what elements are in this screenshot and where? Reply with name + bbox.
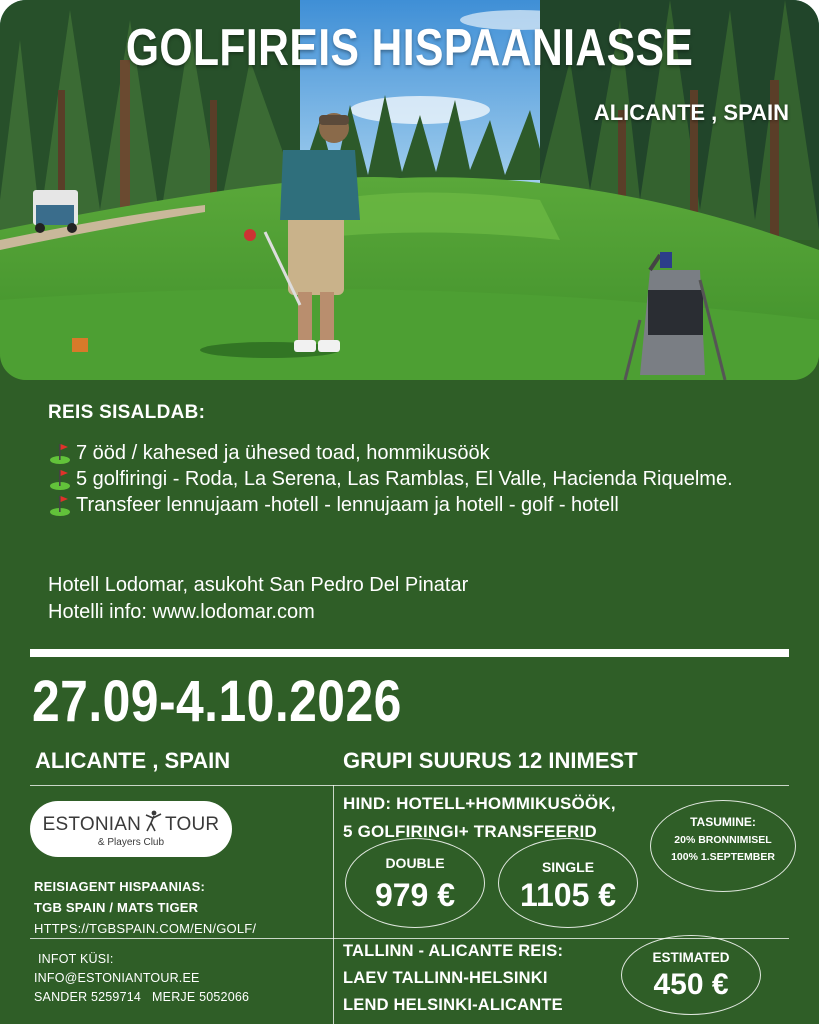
contact-email-link[interactable]: INFO@ESTONIANTOUR.EE <box>34 971 200 985</box>
golf-flag-icon <box>48 493 72 517</box>
agent-label: REISIAGENT HISPAANIAS: <box>34 879 206 894</box>
list-item <box>48 466 788 492</box>
agent-block <box>34 876 256 939</box>
logo-name-right: TOUR <box>165 814 220 835</box>
payment-badge <box>650 800 796 892</box>
single-price-badge <box>498 838 638 928</box>
double-label: DOUBLE <box>385 855 445 871</box>
payment-line1: 20% BRONNIMISEL <box>674 834 772 846</box>
travel-line2: LEND HELSINKI-ALICANTE <box>343 996 563 1014</box>
single-label: SINGLE <box>541 859 595 875</box>
contact-label: INFOT KÜSI: <box>38 952 114 966</box>
travel-heading: TALLINN - ALICANTE REIS: <box>343 942 564 960</box>
grid-line <box>30 785 789 786</box>
includes-list <box>48 440 788 518</box>
agent-url-link[interactable]: HTTPS://TGBSPAIN.COM/EN/GOLF/ <box>34 921 257 936</box>
hotel-line: Hotell Lodomar, asukoht San Pedro Del Pinatar <box>48 574 469 596</box>
trip-dates: 27.09-4.10.2026 <box>32 669 402 734</box>
double-price-badge <box>345 838 485 928</box>
grid-line <box>333 785 334 1024</box>
logo-wordmark <box>30 814 232 836</box>
estimated-price: 450 € <box>653 968 729 1001</box>
contact-phones: SANDER 5259714 MERJE 5052066 <box>34 990 250 1004</box>
price-heading-line1: HIND: HOTELL+HOMMIKUSÖÖK, <box>343 794 616 813</box>
payment-label: TASUMINE: <box>690 815 756 829</box>
golfer-icon <box>142 809 164 833</box>
double-price: 979 € <box>374 877 456 913</box>
include-item-text: 5 golfiringi - Roda, La Serena, Las Ramblas, El Valle, Hacienda Riquelme. <box>76 468 733 490</box>
include-item-text: Transfeer lennujaam -hotell - lennujaam ja hotell - golf - hotell <box>76 494 619 516</box>
hotel-info-link[interactable]: Hotelli info: www.lodomar.com <box>48 601 315 623</box>
section-divider <box>30 649 789 657</box>
agent-name: TGB SPAIN / MATS TIGER <box>34 900 199 915</box>
includes-heading: REIS SISALDAB: <box>48 402 206 423</box>
golf-flag-icon <box>48 441 72 465</box>
list-item <box>48 492 788 518</box>
payment-line2: 100% 1.SEPTEMBER <box>671 851 775 863</box>
poster-title: GOLFIREIS HISPAANIASSE <box>125 19 694 77</box>
single-price: 1105 € <box>519 877 617 913</box>
trip-location: ALICANTE , SPAIN <box>35 748 231 773</box>
hero-photo <box>0 0 819 380</box>
hotel-block <box>48 572 468 626</box>
hero-location: ALICANTE , SPAIN <box>593 100 789 125</box>
logo-name-left: ESTONIAN <box>42 814 142 835</box>
group-size: GRUPI SUURUS 12 INIMEST <box>343 748 638 773</box>
contact-block <box>34 950 249 1007</box>
estonian-tour-logo <box>30 801 232 857</box>
golf-flag-icon <box>48 467 72 491</box>
price-heading-line2: 5 GOLFIRINGI+ TRANSFEERID <box>343 822 597 841</box>
travel-line1: LAEV TALLINN-HELSINKI <box>343 969 548 987</box>
include-item-text: 7 ööd / kahesed ja ühesed toad, hommikusöök <box>76 442 490 464</box>
logo-tagline: & Players Club <box>97 837 165 848</box>
travel-block <box>343 938 563 1019</box>
estimated-label: ESTIMATED <box>652 950 730 965</box>
estimated-cost-badge <box>621 935 761 1015</box>
list-item <box>48 440 788 466</box>
